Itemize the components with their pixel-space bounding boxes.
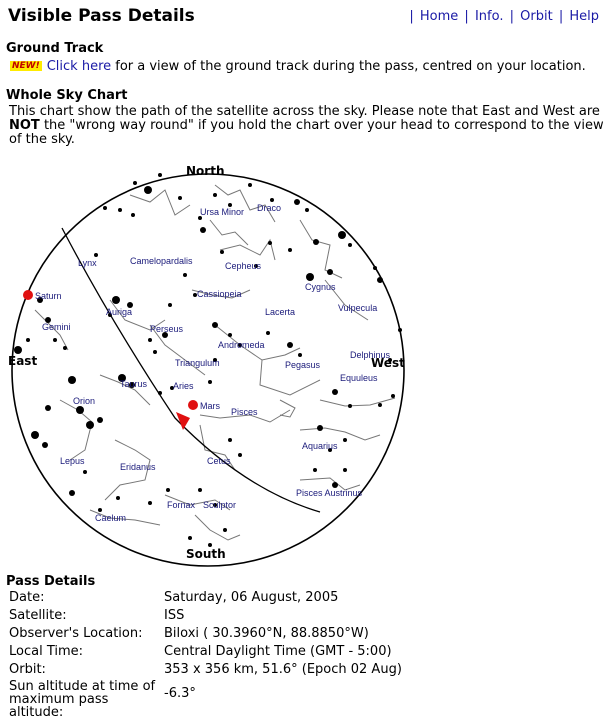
west-label: West [371, 356, 405, 370]
sky-chart-description [9, 105, 605, 147]
const-label-18: Aries [173, 381, 194, 391]
const-label-10: Gemini [42, 322, 71, 332]
saturn-marker [23, 290, 33, 300]
const-label-8: Lacerta [265, 307, 296, 317]
row-value: Biloxi ( 30.3960°N, 88.8850°W) [164, 626, 369, 641]
row-value: -6.3° [164, 686, 196, 701]
const-label-5: Cygnus [305, 282, 336, 292]
mars-marker [188, 400, 198, 410]
desc-text-2: the "wrong way round" if you hold the chart over your head to correspond to the view of the sky. [9, 118, 604, 147]
row-value: Saturday, 06 August, 2005 [164, 590, 339, 605]
pass-details-table [7, 590, 402, 720]
const-label-4: Cepheus [225, 261, 262, 271]
const-label-19: Orion [73, 396, 96, 406]
sky-chart [0, 160, 607, 570]
const-label-22: Lepus [60, 456, 85, 466]
row-key: Local Time: [9, 644, 84, 659]
const-label-28: Caelum [95, 513, 127, 523]
north-label: North [186, 164, 225, 178]
page-title: Visible Pass Details [8, 6, 195, 26]
ground-track-text: for a view of the ground track during the pass, centred on your location. [111, 59, 586, 74]
satellite-track [62, 228, 320, 512]
table-row [7, 680, 402, 720]
table-row [7, 590, 402, 608]
nav-orbit-link[interactable]: Orbit [520, 9, 553, 24]
desc-bold: NOT [9, 118, 40, 133]
table-row [7, 626, 402, 644]
const-label-0: Ursa Minor [200, 207, 245, 217]
const-label-20: Pisces [231, 407, 258, 417]
nav-home-link[interactable]: Home [419, 9, 459, 24]
desc-text-1: This chart show the path of the satellite across the sky. Please note that East and West are [9, 104, 600, 119]
row-key: Observer's Location: [9, 626, 143, 641]
const-label-26: Fornax [167, 500, 196, 510]
ground-track-link[interactable]: Click here [46, 59, 112, 74]
const-label-23: Cetus [207, 456, 231, 466]
const-label-3: Camelopardalis [130, 256, 193, 266]
const-label-2: Lynx [78, 258, 97, 268]
row-key: Sun altitude at time of maximum pass altitude: [9, 679, 156, 720]
const-label-12: Andromeda [218, 340, 265, 350]
const-label-7: Cassiopeia [197, 289, 242, 299]
nav-help-link[interactable]: Help [569, 9, 599, 24]
table-row [7, 608, 402, 626]
const-label-16: Equuleus [340, 373, 378, 383]
new-badge: NEW! [12, 61, 40, 71]
row-value: ISS [164, 608, 185, 623]
east-label: East [8, 354, 38, 368]
mars-label: Mars [200, 401, 220, 411]
ground-track-line [10, 59, 586, 74]
top-nav: | Home | Info. | Orbit | Help [409, 9, 599, 24]
const-label-17: Taurus [120, 379, 148, 389]
const-label-14: Triangulum [175, 358, 220, 368]
sky-chart-heading: Whole Sky Chart [6, 88, 128, 103]
const-label-9: Vulpecula [338, 303, 378, 313]
const-label-24: Eridanus [120, 462, 156, 472]
const-label-6: Auriga [106, 307, 133, 317]
south-label: South [186, 547, 226, 561]
table-row [7, 662, 402, 680]
nav-info-link[interactable]: Info. [474, 9, 504, 24]
const-label-15: Pegasus [285, 360, 321, 370]
saturn-label: Saturn [35, 291, 62, 301]
row-value: Central Daylight Time (GMT - 5:00) [164, 644, 392, 659]
ground-track-heading: Ground Track [6, 41, 104, 56]
const-label-27: Sculptor [203, 500, 237, 510]
row-key: Date: [9, 590, 45, 605]
row-value: 353 x 356 km, 51.6° (Epoch 02 Aug) [164, 662, 402, 677]
const-label-1: Draco [257, 203, 282, 213]
row-key: Orbit: [9, 662, 46, 677]
row-key: Satellite: [9, 608, 67, 623]
const-label-11: Perseus [150, 324, 184, 334]
const-label-21: Aquarius [302, 441, 338, 451]
pass-details-heading: Pass Details [6, 574, 96, 589]
table-row [7, 644, 402, 662]
const-label-13: Delphinus [350, 350, 391, 360]
const-label-25: Pisces Austrinus [296, 488, 363, 498]
